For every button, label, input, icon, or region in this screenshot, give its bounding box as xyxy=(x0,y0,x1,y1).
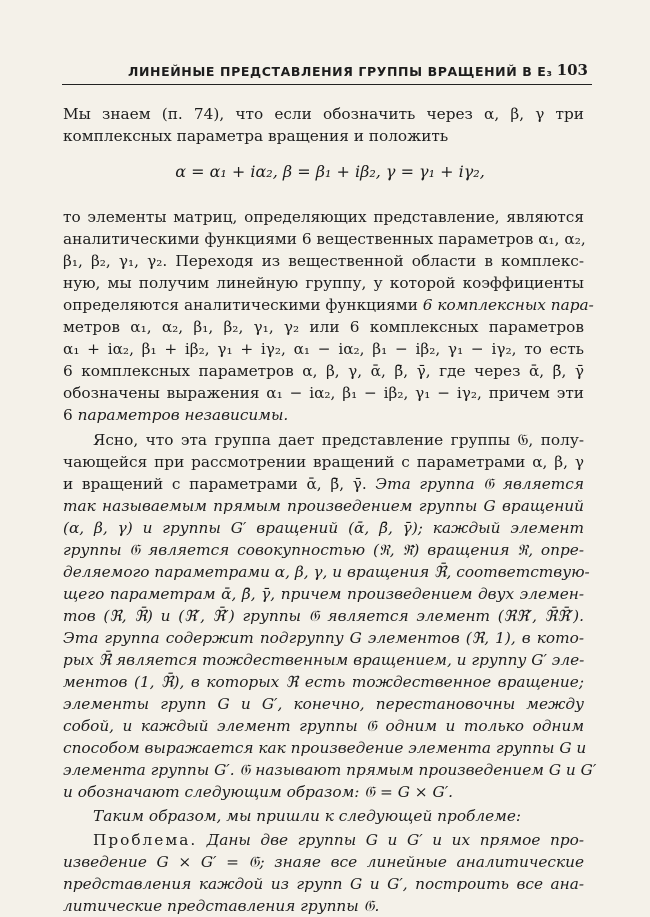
text-line: аналитическими функциями 6 вещественных параметров α₁, α₂, xyxy=(63,230,586,248)
text-line: элемента группы G′. 𝔊 называют прямым произведением G и G′ xyxy=(63,761,597,779)
text-line: Мы знаем (п. 74), что если обозначить через α, β, γ три xyxy=(63,105,584,123)
text-line: то элементы матриц, определяющих представление, являются xyxy=(63,208,584,226)
text-line: элементы групп G и G′, конечно, перестановочны между xyxy=(63,695,584,713)
problem-line: изведение G × G′ = 𝔊; знаяе все линейные аналитические xyxy=(63,853,584,871)
text-line: так называемым прямым произведением группы G вращений xyxy=(63,497,584,515)
text-line: Эта группа содержит подгруппу G элементов (ℜ, 1), в кото- xyxy=(63,629,584,647)
text-line: и обозначают следующим образом: 𝔊 = G × G′. xyxy=(63,783,454,801)
problem-line: представления каждой из групп G и G′, построить все ана- xyxy=(63,875,584,893)
text-line: обозначены выражения α₁ − iα₂, β₁ − iβ₂, γ₁ − iγ₂, причем эти xyxy=(63,384,584,402)
text-line: ментов (1, ℜ̄), в которых ℜ есть тождественное вращение; xyxy=(63,673,584,691)
text-line: группы 𝔊 является совокупностью (ℜ, ℜ̄) вращения ℜ, опре- xyxy=(63,541,584,559)
text-run: и вращений с параметрами ᾱ, β̄, γ̄. xyxy=(63,475,376,493)
text-run-italic: Эта группа 𝔊 является xyxy=(375,475,584,493)
text-line xyxy=(63,405,584,425)
text-line: Ясно, что эта группа дает представление группы 𝔊, полу- xyxy=(93,431,584,449)
text-line xyxy=(63,474,584,494)
text-line: тов (ℜ, ℜ̄) и (ℜ′, ℜ̄′) группы 𝔊 является элемент (ℜℜ′, ℜ̄ℜ̄′). xyxy=(63,607,584,625)
text-line xyxy=(63,295,594,315)
text-line: ную, мы получим линейную группу, у которой коэффициенты xyxy=(63,274,584,292)
text-line: деляемого параметрами α, β, γ, и вращения ℜ̄, соответствую- xyxy=(63,563,590,581)
text-run: 6 xyxy=(63,406,78,424)
formula: α = α₁ + iα₂, β = β₁ + iβ₂, γ = γ₁ + iγ₂, xyxy=(175,162,485,181)
problem-line xyxy=(93,830,584,850)
text-line: способом выражается как произведение элемента группы G и xyxy=(63,739,587,757)
text-line: 6 комплексных параметров α, β, γ, ᾱ, β̄, γ̄, где через ᾱ, β̄, γ̄ xyxy=(63,362,584,380)
page-number: 103 xyxy=(556,61,588,79)
text-line: комплексных параметра вращения и положить xyxy=(63,127,449,145)
text-line: метров α₁, α₂, β₁, β₂, γ₁, γ₂ или 6 комплексных параметров xyxy=(63,318,584,336)
text-run: определяются аналитическими функциями xyxy=(63,296,423,314)
text-run-italic: Таким образом, мы пришли к следующей проблеме: xyxy=(93,807,522,825)
text-line: (α, β, γ) и группы G′ вращений (ᾱ, β̄, γ̄); каждый элемент xyxy=(63,519,584,537)
problem-line: литические представления группы 𝔊. xyxy=(63,897,380,915)
page-header xyxy=(62,60,592,85)
text-run-italic: Даны две группы G и G′ и их прямое про- xyxy=(206,831,584,849)
problem-label: Проблема. xyxy=(93,831,198,849)
text-line: α₁ + iα₂, β₁ + iβ₂, γ₁ + iγ₂, α₁ − iα₂, β₁ − iβ₂, γ₁ − iγ₂, то есть xyxy=(63,340,584,358)
text-line: щего параметрам ᾱ, β̄, γ̄, причем произведением двух элемен- xyxy=(63,585,584,603)
text-run-italic: параметров независимы. xyxy=(77,406,289,424)
text-line: β₁, β₂, γ₁, γ₂. Переходя из вещественной области в комплекс- xyxy=(63,252,584,270)
text-line: собой, и каждый элемент группы 𝔊 одним и только одним xyxy=(63,717,584,735)
text-line: чающейся при рассмотрении вращений с параметрами α, β, γ xyxy=(63,453,584,471)
running-title: ЛИНЕЙНЫЕ ПРЕДСТАВЛЕНИЯ ГРУППЫ ВРАЩЕНИЙ В E₃ xyxy=(128,64,553,79)
text-run-italic: 6 комплексных пара- xyxy=(422,296,594,314)
text-line: рых ℜ̄ является тождественным вращением, и группу G′ эле- xyxy=(63,651,585,669)
text-line xyxy=(93,806,584,826)
